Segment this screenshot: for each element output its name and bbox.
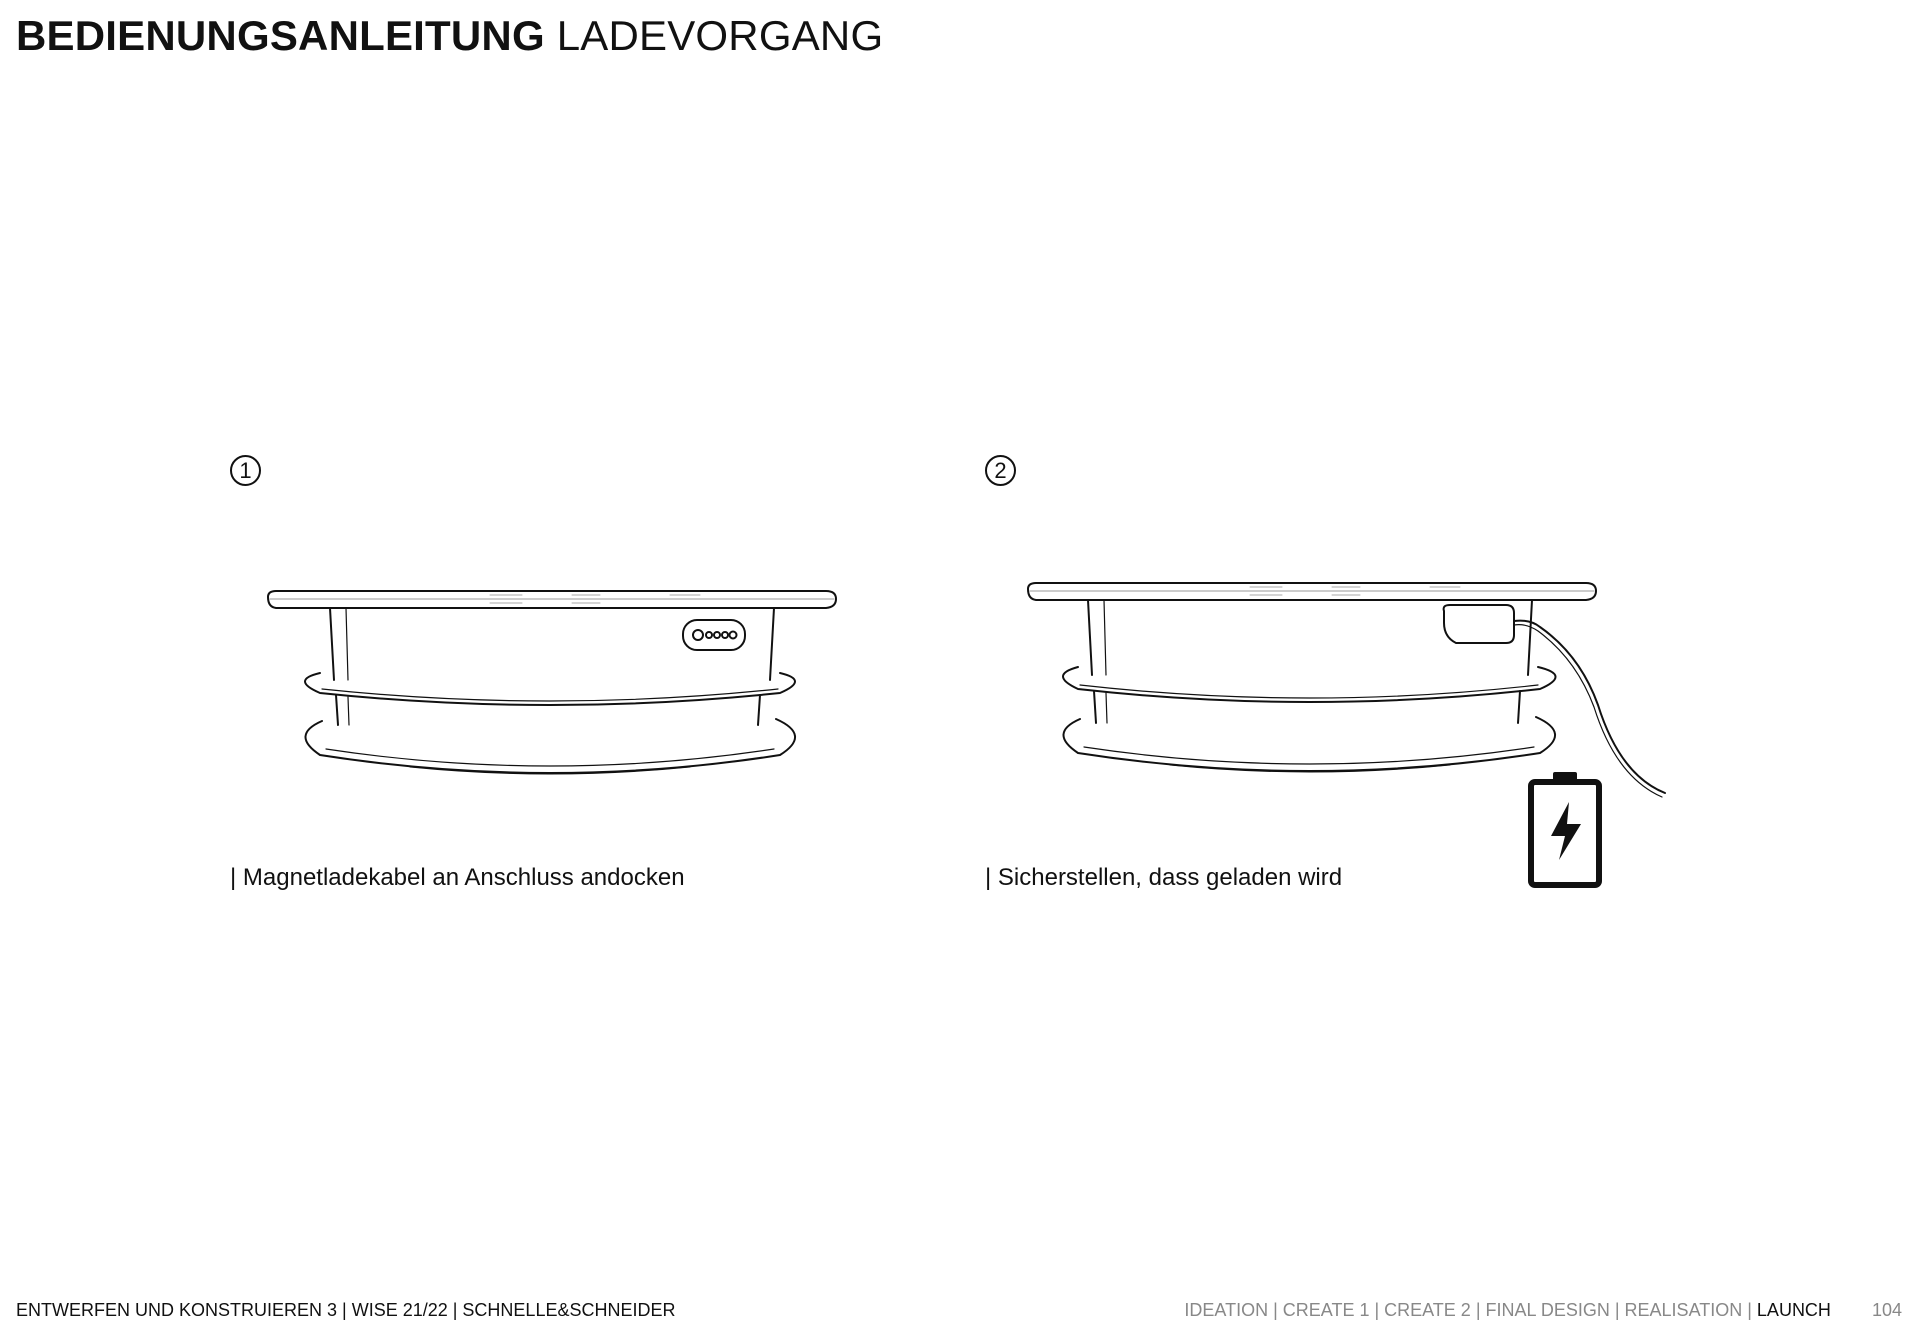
footer-navigation	[1184, 1300, 1902, 1320]
step-1-caption: | Magnetladekabel an Anschluss andocken	[230, 864, 685, 891]
title-bold: BEDIENUNGSANLEITUNG	[16, 12, 545, 59]
step-1-number: 1	[230, 455, 261, 486]
footer-course-info: ENTWERFEN UND KONSTRUIEREN 3 | WISE 21/22 | SCHNELLE&SCHNEIDER	[16, 1300, 676, 1320]
battery-charging-icon	[1525, 770, 1605, 890]
title-light: LADEVORGANG	[556, 12, 884, 59]
page-number: 104	[1871, 1300, 1902, 1320]
footer-nav-active: LAUNCH	[1756, 1300, 1831, 1320]
step-2-caption: | Sicherstellen, dass geladen wird	[985, 864, 1343, 891]
footer-nav-inactive: IDEATION | CREATE 1 | CREATE 2 | FINAL DESIGN | REALISATION |	[1184, 1300, 1752, 1320]
device-with-magnetic-port	[260, 585, 840, 795]
page-title	[16, 12, 883, 60]
step-2-number: 2	[985, 455, 1016, 486]
